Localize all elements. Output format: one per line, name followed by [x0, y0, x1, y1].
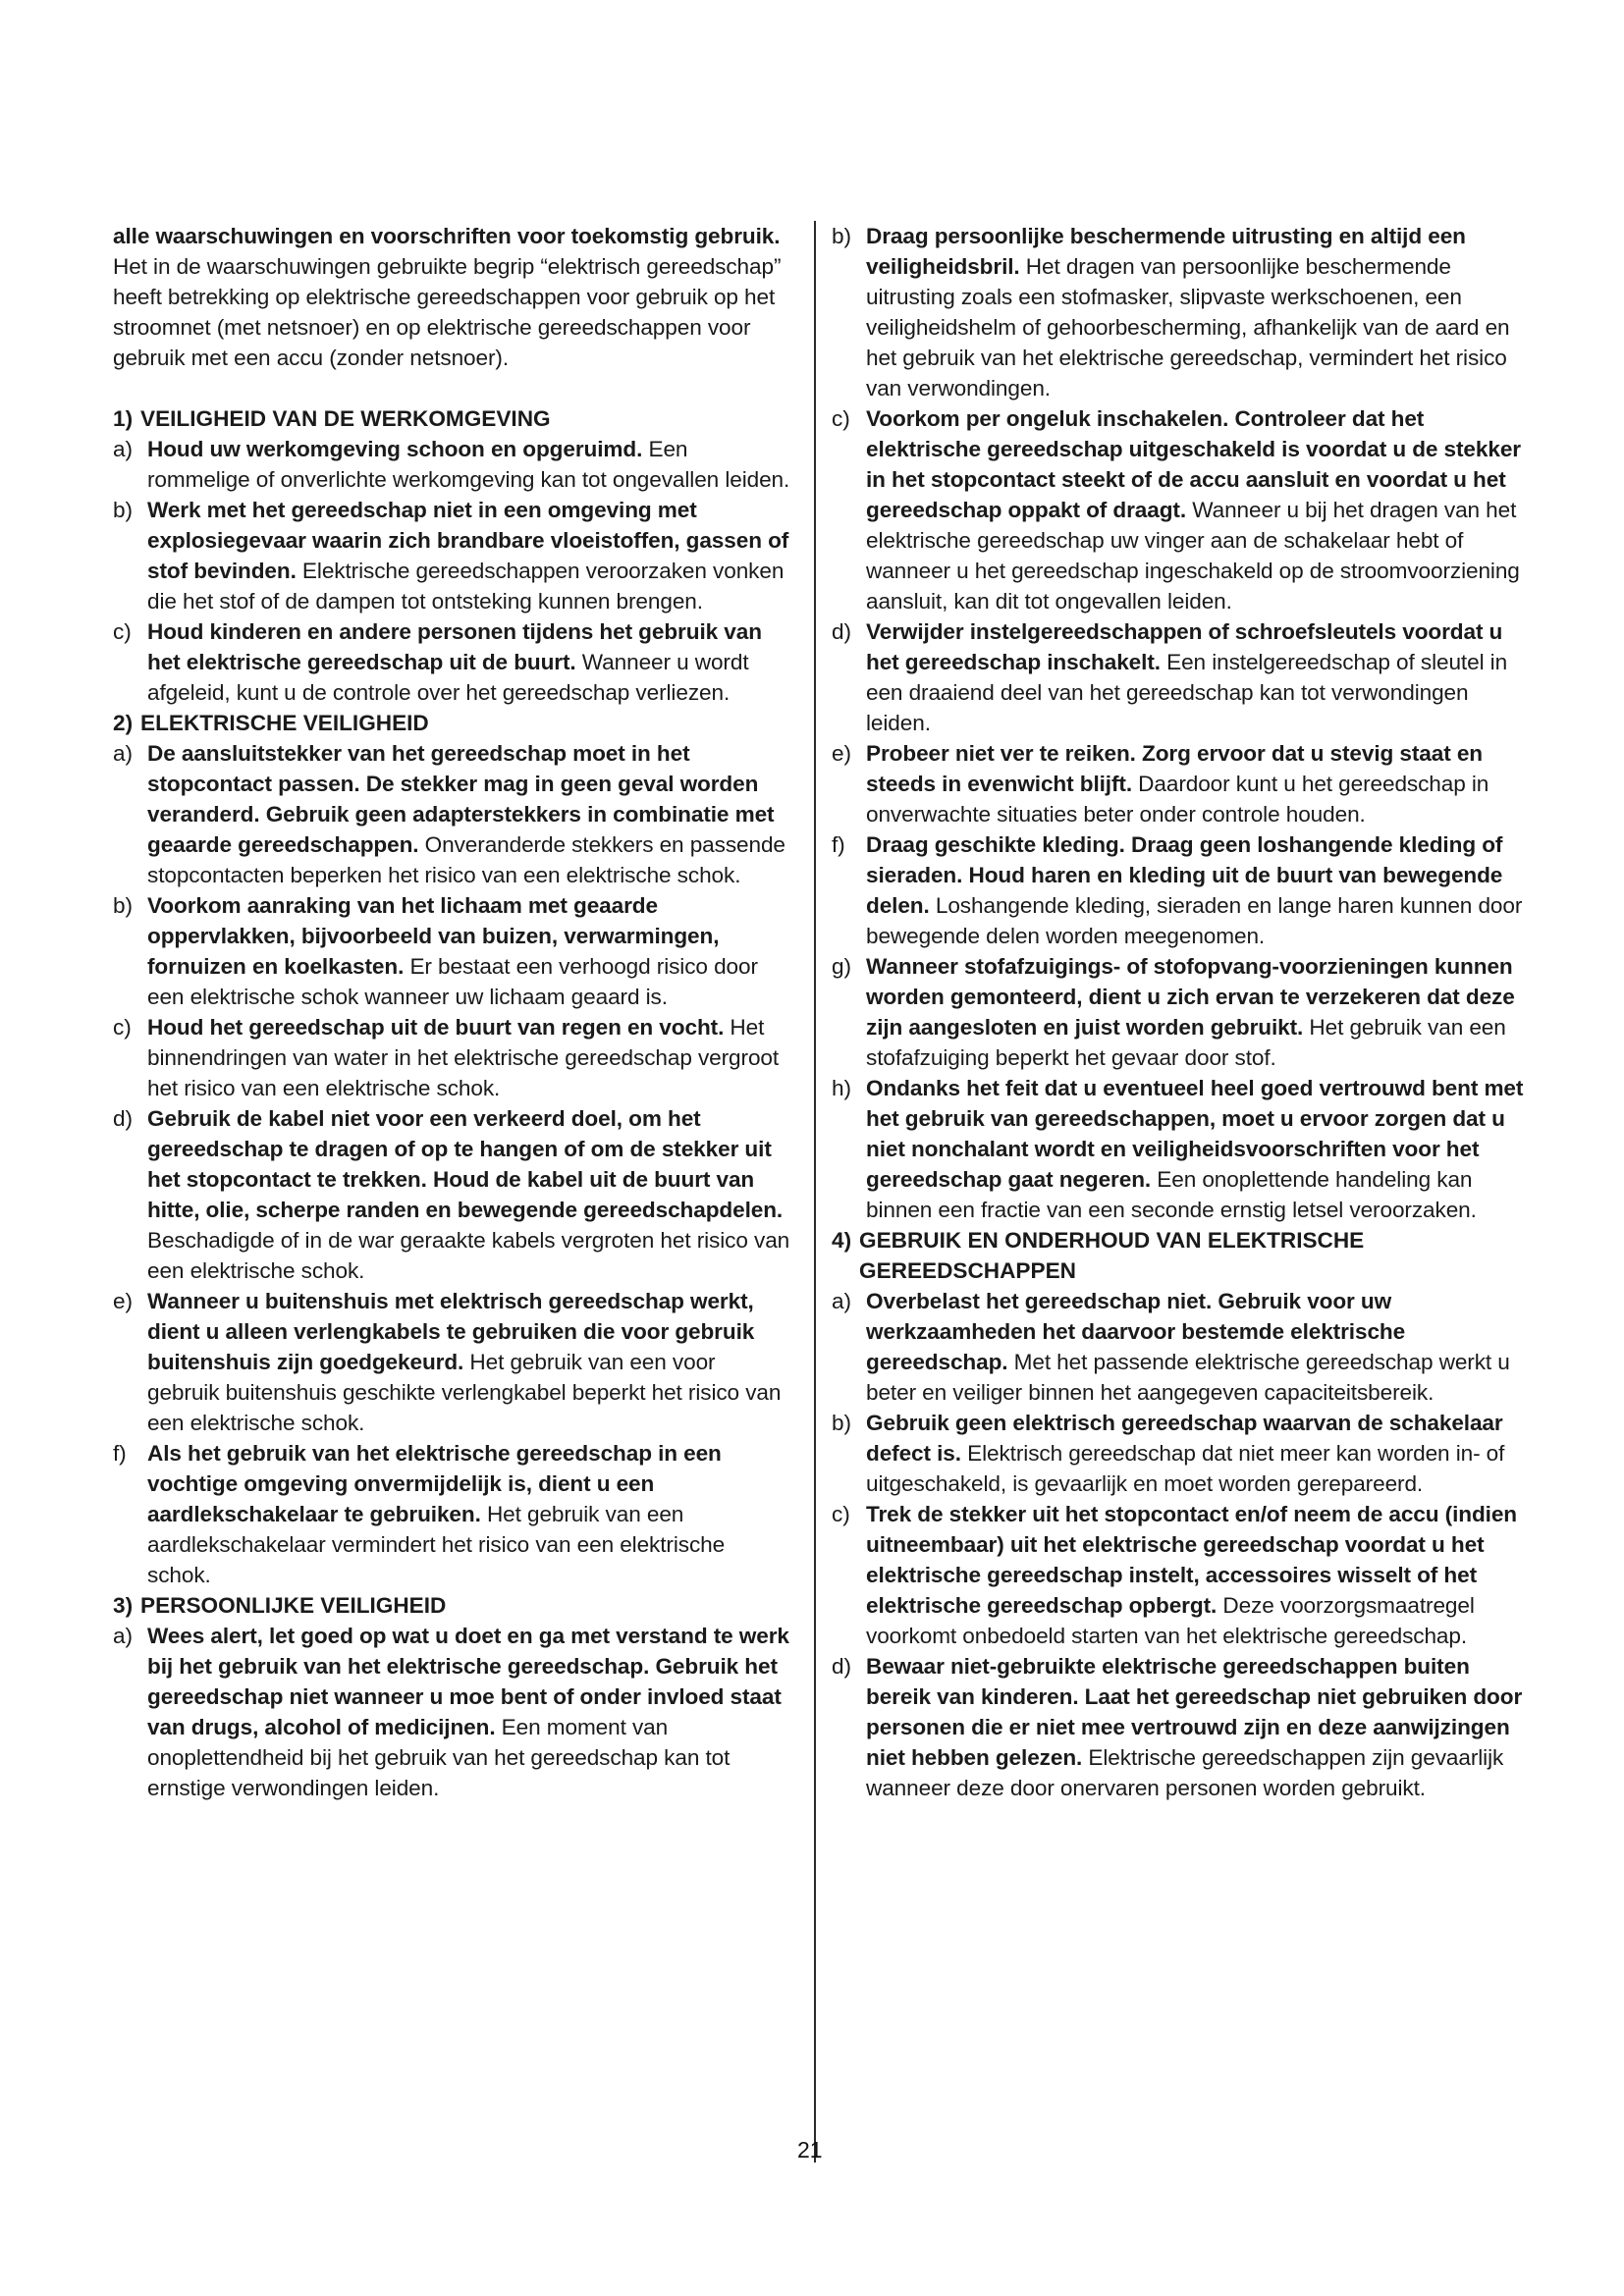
- item-text: Een onoplettende handeling kan binnen een fractie van een seconde ernstig letsel veroorzaken.: [866, 1167, 1477, 1222]
- right-column: [832, 221, 1527, 1803]
- list-item: [113, 616, 790, 708]
- item-letter: e): [113, 1289, 133, 1313]
- list-item: [832, 1499, 1527, 1651]
- item-text: Er bestaat een verhoogd risico door een elektrische schok wanneer uw lichaam geaard is.: [147, 954, 758, 1009]
- item-bold: Ondanks het feit dat u eventueel heel goed vertrouwd bent met het gebruik van gereedschappen, moet u ervoor zorgen dat u niet nonchalant wordt en veiligheidsvoorschriften voor het gereedschap gaat negeren.: [866, 1076, 1524, 1192]
- section-title: ELEKTRISCHE VEILIGHEID: [140, 711, 429, 735]
- intro-paragraph: [113, 221, 790, 373]
- item-letter: b): [832, 1411, 851, 1435]
- item-text: Een rommelige of onverlichte werkomgeving kan tot ongevallen leiden.: [147, 437, 790, 492]
- item-bold: Verwijder instelgereedschappen of schroefsleutels voordat u het gereedschap inschakelt.: [866, 619, 1503, 674]
- list-item: [113, 890, 790, 1012]
- item-body: [866, 829, 1527, 951]
- section-number: 1): [113, 406, 134, 431]
- item-body: [866, 221, 1527, 403]
- section-heading-3: [113, 1590, 790, 1621]
- item-body: [147, 738, 790, 890]
- list-item: [832, 221, 1527, 403]
- item-body: [147, 1286, 790, 1438]
- item-letter: d): [832, 1654, 851, 1679]
- item-text: Daardoor kunt u het gereedschap in onverwachte situaties beter onder controle houden.: [866, 772, 1489, 827]
- list-item: [113, 495, 790, 616]
- item-text: Het binnendringen van water in het elektrische gereedschap vergroot het risico van een elektrische schok.: [147, 1015, 780, 1100]
- section-title: VEILIGHEID VAN DE WERKOMGEVING: [140, 406, 551, 431]
- item-bold: Trek de stekker uit het stopcontact en/of neem de accu (indien uitneembaar) uit het elektrische gereedschap voordat u het elektrische gereedschap instelt, accessoires wisselt of het elektrische gereedschap opbergt.: [866, 1502, 1517, 1618]
- list-item: [113, 434, 790, 495]
- item-bold: Draag persoonlijke beschermende uitrusting en altijd een veiligheidsbril.: [866, 224, 1466, 279]
- item-bold: Voorkom aanraking van het lichaam met geaarde oppervlakken, bijvoorbeeld van buizen, verwarmingen, fornuizen en koelkasten.: [147, 893, 720, 979]
- list-item: [832, 616, 1527, 738]
- item-body: [866, 1286, 1527, 1408]
- item-bold: Voorkom per ongeluk inschakelen. Controleer dat het elektrische gereedschap uitgeschakeld is voordat u de stekker in het stopcontact steekt of de accu aansluit en voordat u het gereedschap oppakt of draagt.: [866, 406, 1521, 522]
- item-text: Een moment van onoplettendheid bij het gebruik van het gereedschap kan tot ernstige verwondingen leiden.: [147, 1715, 731, 1800]
- item-body: [147, 1621, 790, 1803]
- item-bold: Gebruik de kabel niet voor een verkeerd doel, om het gereedschap te dragen of op te hangen of om de stekker uit het stopcontact te trekken. Houd de kabel uit de buurt van hitte, olie, scherpe randen en bewegende gereedschapdelen.: [147, 1106, 784, 1222]
- item-letter: e): [832, 741, 851, 766]
- item-letter: a): [832, 1289, 851, 1313]
- list-item: [832, 403, 1527, 616]
- item-letter: g): [832, 954, 851, 979]
- list-item: [832, 738, 1527, 829]
- item-bold: Gebruik geen elektrisch gereedschap waarvan de schakelaar defect is.: [866, 1411, 1503, 1466]
- page-number: 21: [797, 2137, 823, 2163]
- item-body: [866, 616, 1527, 738]
- item-bold: Wanneer u buitenshuis met elektrisch gereedschap werkt, dient u alleen verlengkabels te gebruiken die voor gebruik buitenshuis zijn goedgekeurd.: [147, 1289, 755, 1374]
- section-heading-4: [832, 1225, 1527, 1286]
- item-bold: Bewaar niet-gebruikte elektrische gereedschappen buiten bereik van kinderen. Laat het gereedschap niet gebruiken door personen die er niet mee vertrouwd zijn en deze aanwijzingen niet hebben gelezen.: [866, 1654, 1523, 1770]
- item-bold: Werk met het gereedschap niet in een omgeving met explosiegevaar waarin zich brandbare vloeistoffen, gassen of stof bevinden.: [147, 498, 789, 583]
- item-letter: a): [113, 437, 133, 461]
- item-text: Het gebruik van een stofafzuiging beperkt het gevaar door stof.: [866, 1015, 1506, 1070]
- item-body: [147, 1438, 790, 1590]
- item-body: [147, 890, 790, 1012]
- list-item: [832, 1073, 1527, 1225]
- intro-bold: alle waarschuwingen en voorschriften voor toekomstig gebruik.: [113, 224, 781, 248]
- item-letter: b): [832, 224, 851, 248]
- item-letter: f): [113, 1441, 127, 1466]
- list-item: [113, 1621, 790, 1803]
- item-body: [866, 738, 1527, 829]
- list-item: [113, 738, 790, 890]
- section-title: PERSOONLIJKE VEILIGHEID: [140, 1593, 447, 1618]
- item-letter: h): [832, 1076, 851, 1100]
- item-letter: c): [832, 406, 850, 431]
- item-text: Elektrisch gereedschap dat niet meer kan worden in- of uitgeschakeld, is gevaarlijk en moet worden gerepareerd.: [866, 1441, 1505, 1496]
- item-body: [147, 434, 790, 495]
- item-text: Met het passende elektrische gereedschap werkt u beter en veiliger binnen het aangegeven capaciteitsbereik.: [866, 1350, 1510, 1405]
- item-body: [866, 951, 1527, 1073]
- item-text: Elektrische gereedschappen veroorzaken vonken die het stof of de dampen tot ontsteking kunnen brengen.: [147, 559, 785, 614]
- list-item: [113, 1012, 790, 1103]
- item-text: Loshangende kleding, sieraden en lange haren kunnen door bewegende delen worden meegenomen.: [866, 893, 1523, 948]
- list-item: [113, 1438, 790, 1590]
- item-bold: Wees alert, let goed op wat u doet en ga met verstand te werk bij het gebruik van het elektrische gereedschap. Gebruik het gereedschap niet wanneer u moe bent of onder invloed staat van drugs, alcohol of medicijnen.: [147, 1624, 789, 1739]
- item-body: [866, 1499, 1527, 1651]
- item-bold: Draag geschikte kleding. Draag geen loshangende kleding of sieraden. Houd haren en kleding uit de buurt van bewegende delen.: [866, 832, 1503, 918]
- section-heading-2: [113, 708, 790, 738]
- item-letter: a): [113, 741, 133, 766]
- item-text: Het gebruik van een voor gebruik buitenshuis geschikte verlengkabel beperkt het risico van een elektrische schok.: [147, 1350, 782, 1435]
- item-body: [147, 495, 790, 616]
- item-body: [866, 1651, 1527, 1803]
- item-letter: f): [832, 832, 845, 857]
- item-bold: Houd uw werkomgeving schoon en opgeruimd.: [147, 437, 643, 461]
- item-bold: Wanneer stofafzuigings- of stofopvang-voorzieningen kunnen worden gemonteerd, dient u zich ervan te verzekeren dat deze zijn aangesloten en juist worden gebruikt.: [866, 954, 1515, 1040]
- item-body: [147, 1103, 790, 1286]
- item-body: [147, 616, 790, 708]
- item-bold: De aansluitstekker van het gereedschap moet in het stopcontact passen. De stekker mag in geen geval worden veranderd. Gebruik geen adapterstekkers in combinatie met geaarde gereedschappen.: [147, 741, 775, 857]
- list-item: [113, 1103, 790, 1286]
- item-text: Wanneer u wordt afgeleid, kunt u de controle over het gereedschap verliezen.: [147, 650, 749, 705]
- item-text: Wanneer u bij het dragen van het elektrische gereedschap uw vinger aan de schakelaar hebt of wanneer u het gereedschap ingeschakeld op de stroomvoorziening aansluit, kan dit tot ongevallen leiden.: [866, 498, 1520, 614]
- item-bold: Houd kinderen en andere personen tijdens het gebruik van het elektrische gereedschap uit de buurt.: [147, 619, 762, 674]
- section-number: 3): [113, 1593, 134, 1618]
- item-text: Deze voorzorgsmaatregel voorkomt onbedoeld starten van het elektrische gereedschap.: [866, 1593, 1475, 1648]
- list-item: [832, 829, 1527, 951]
- item-letter: b): [113, 498, 133, 522]
- item-text: Een instelgereedschap of sleutel in een draaiend deel van het gereedschap kan tot verwondingen leiden.: [866, 650, 1508, 735]
- item-body: [866, 403, 1527, 616]
- item-letter: c): [832, 1502, 850, 1526]
- intro-text: Het in de waarschuwingen gebruikte begrip “elektrisch gereedschap” heeft betrekking op elektrische gereedschappen voor gebruik op het stroomnet (met netsnoer) en op elektrische gereedschappen voor gebruik met een accu (zonder netsnoer).: [113, 254, 782, 370]
- list-item: [832, 951, 1527, 1073]
- item-bold: Overbelast het gereedschap niet. Gebruik voor uw werkzaamheden het daarvoor bestemde elektrische gereedschap.: [866, 1289, 1406, 1374]
- item-letter: b): [113, 893, 133, 918]
- item-bold: Houd het gereedschap uit de buurt van regen en vocht.: [147, 1015, 725, 1040]
- left-column: [113, 221, 790, 1803]
- section-number: 2): [113, 711, 134, 735]
- item-bold: Probeer niet ver te reiken. Zorg ervoor dat u stevig staat en steeds in evenwicht blijft.: [866, 741, 1483, 796]
- item-text: Beschadigde of in de war geraakte kabels vergroten het risico van een elektrische schok.: [147, 1228, 790, 1283]
- item-body: [147, 1012, 790, 1103]
- section-heading-1: [113, 403, 790, 434]
- column-divider: [814, 221, 816, 2163]
- list-item: [832, 1286, 1527, 1408]
- section-title: GEBRUIK EN ONDERHOUD VAN ELEKTRISCHE GEREEDSCHAPPEN: [859, 1228, 1365, 1283]
- item-body: [866, 1408, 1527, 1499]
- item-letter: c): [113, 1015, 132, 1040]
- item-text: Het gebruik van een aardlekschakelaar vermindert het risico van een elektrische schok.: [147, 1502, 726, 1587]
- item-text: Elektrische gereedschappen zijn gevaarlijk wanneer deze door onervaren personen worden gebruikt.: [866, 1745, 1504, 1800]
- item-letter: d): [113, 1106, 133, 1131]
- item-body: [866, 1073, 1527, 1225]
- item-bold: Als het gebruik van het elektrische gereedschap in een vochtige omgeving onvermijdelijk is, dient u een aardlekschakelaar te gebruiken.: [147, 1441, 722, 1526]
- section-number: 4): [832, 1228, 852, 1253]
- item-letter: d): [832, 619, 851, 644]
- item-letter: c): [113, 619, 132, 644]
- list-item: [832, 1651, 1527, 1803]
- list-item: [832, 1408, 1527, 1499]
- item-text: Onveranderde stekkers en passende stopcontacten beperken het risico van een elektrische schok.: [147, 832, 785, 887]
- list-item: [113, 1286, 790, 1438]
- item-text: Het dragen van persoonlijke beschermende uitrusting zoals een stofmasker, slipvaste werkschoenen, een veiligheidshelm of gehoorbescherming, afhankelijk van de aard en het gebruik van het elektrische gereedschap, vermindert het risico van verwondingen.: [866, 254, 1510, 400]
- item-letter: a): [113, 1624, 133, 1648]
